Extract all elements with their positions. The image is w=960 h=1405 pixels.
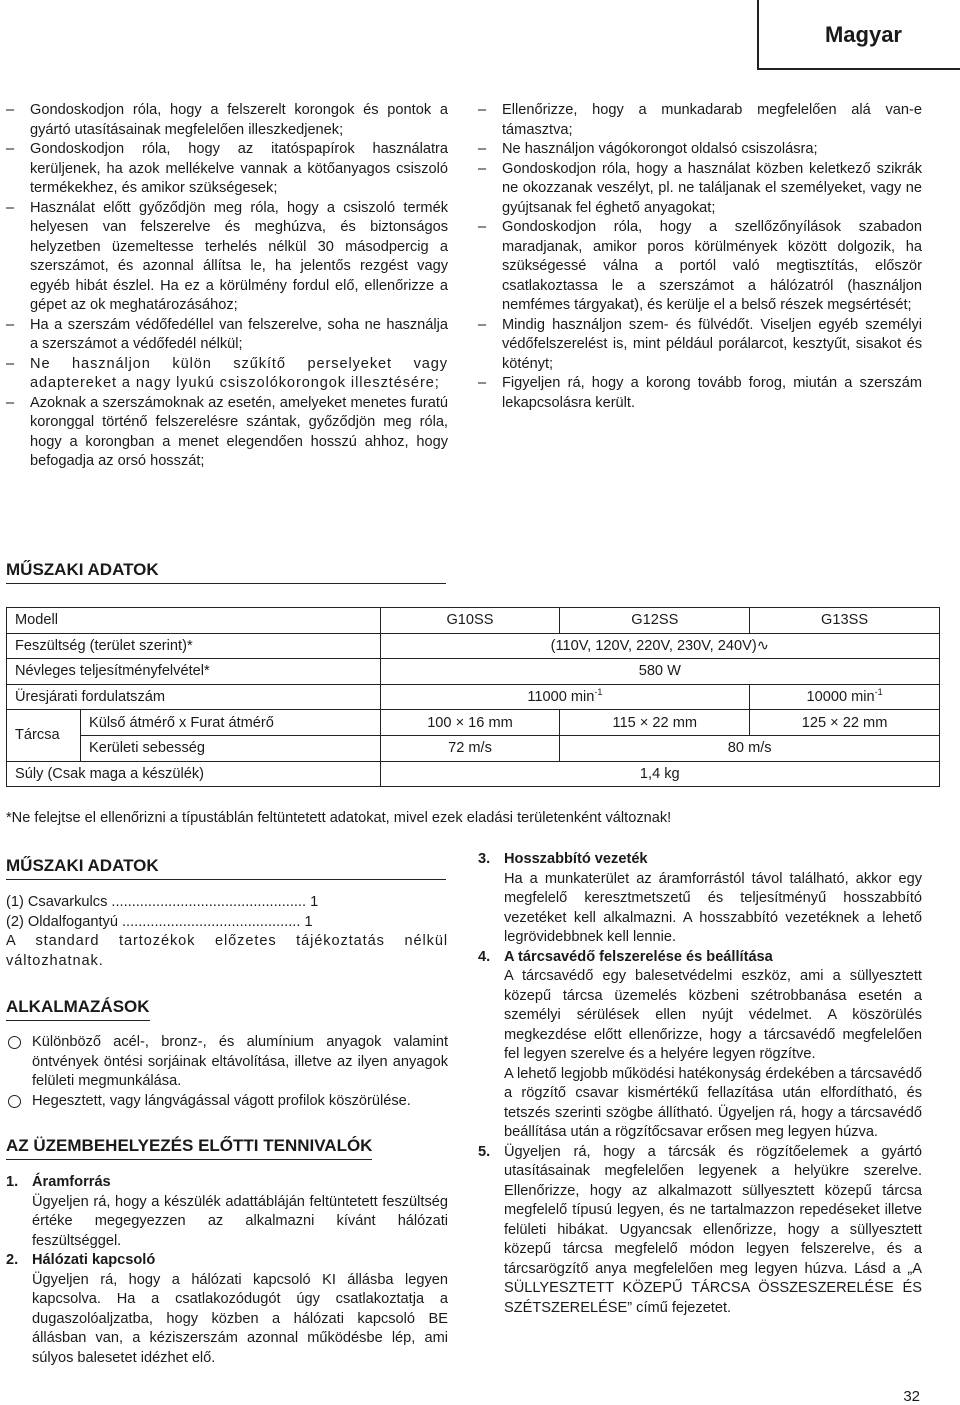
accessory-item: (1) Csavarkulcs ................................................ 1 [6,894,319,910]
speed-value-1 [380,684,750,710]
prep-steps-left [6,1173,448,1368]
accessories-note: A standard tartozékok előzetes tájékoztatás nélkül változhatnak. [6,933,448,969]
applications-heading-text: ALKALMAZÁSOK [6,997,150,1016]
list-item: – Ne használjon vágókorongot oldalsó csiszolásra; [478,140,922,160]
right-safety-list [478,101,922,413]
table-row [7,608,940,634]
specs-heading [6,560,446,584]
step-text: Ügyeljen rá, hogy a tárcsák és rögzítőelemek a gyártó utasításainak megfelelően legyenek a helyükre szerelve. Ellenőrizze, hogy az alkalmazott süllyesztett közepű tárcsa megfelelő típusú legyen, és ne tartalmazzon repedéseket illetve felületi hibákat. Ugyancsak ellenőrizze, hogy a süllyesztett közepű tárcsa megfelelő módon legyen felszerelve, és a tárcsarögzítő anya megfelelően meg legyen húzva. Lásd a „A SÜLLYESZTETT KÖZEPŰ TÁRCSA ÖSSZESZERELÉSE ÉS SZÉTSZERELÉSE” című fejezetet. [504,1143,922,1316]
step-heading [6,1251,448,1271]
speed-exponent: -1 [874,687,883,698]
weight-label: Súly (Csak maga a készülék) [7,761,381,787]
disc-speed-1: 72 m/s [380,735,560,761]
page-number: 32 [903,1388,920,1405]
accessories-list [6,893,448,971]
disc-label: Tárcsa [7,710,81,761]
table-row [7,761,940,787]
language-tab [757,0,960,70]
step-text: Ügyeljen rá, hogy a hálózati kapcsoló KI állásba legyen kapcsolva. Ha a csatlakozódugót úgy csatlakoztatja a dugaszolóaljzatba, hogy közben a hálózati kapcsoló BE állásban van, a kéziszerszám azonnal működésbe lép, ami súlyos balesetet idézhet elő. [32,1271,448,1366]
specs-heading-text: MŰSZAKI ADATOK [6,560,159,579]
language-label: Magyar [824,22,902,47]
list-item: – Használat előtt győződjön meg róla, hogy a csiszoló termék helyesen van felszerelve és meghúzva, és biztonságos helyzetben üzemeltesse terhelés nélkül 30 másodpercig a szerszámot, és azonnal állítsa le, ha jelentős rezgést vagy egyéb hibát észlel. Ha ez a körülmény fordul elő, ellenőrizze a gépet az ok meghatározásához; [6,199,448,316]
step-number: 3. [478,851,491,867]
step-heading [478,850,922,870]
power-label: Névleges teljesítményfelvétel* [7,659,381,685]
disc-speed-label: Kerületi sebesség [80,735,380,761]
step-number: 1. [6,1174,19,1190]
step-title: Áramforrás [32,1174,111,1190]
step-title: Hálózati kapcsoló [32,1252,156,1268]
specs-table [6,607,940,787]
speed-value-text: 10000 min [806,689,875,706]
model-label: Modell [7,608,381,634]
step-text: A lehető legjobb működési hatékonyság érdekében a tárcsavédő a rögzítő csavar kismértékű fellazítása után elfordítható, és tetszés szerinti szögbe állítható. Ügyeljen rá, hogy a tárcsavédő beállítása után a rögzítőcsavar erősen meg legyen húzva. [504,1065,922,1140]
step-number: 5. [478,1143,491,1160]
list-item: – Ellenőrizze, hogy a munkadarab megfelelően alá van-e támasztva; [478,101,922,140]
speed-exponent: -1 [594,687,603,698]
weight-value: 1,4 kg [380,761,939,787]
applications-heading [6,997,150,1021]
prep-heading [6,1136,372,1160]
accessory-item: (2) Oldalfogantyú ............................................ 1 [6,913,313,930]
disc-dim-g12ss: 115 × 22 mm [560,710,750,736]
step-title: A tárcsavédő felszerelése és beállítása [504,948,773,965]
list-item: – Azoknak a szerszámoknak az esetén, amelyeket menetes furatú koronggal történő felszerelésre szántak, győződjön meg róla, hogy a korongban a menet elegendően hosszú ahhoz, hogy befogadja az orsó hosszát; [6,394,448,472]
model-g10ss: G10SS [380,608,560,634]
disc-dim-g13ss: 125 × 22 mm [750,710,940,736]
voltage-label: Feszültség (terület szerint)* [7,633,381,659]
step-text: Ügyeljen rá, hogy a készülék adattábláján feltüntetett feszültség értéke megegyezzen az alkalmazni kívánt hálózati feszültséggel. [32,1193,448,1249]
voltage-cell [380,633,939,659]
speed-value-2 [750,684,940,710]
list-item: – Ha a szerszám védőfedéllel van felszerelve, soha ne használja a szerszámot a védőfedél nélkül; [6,316,448,355]
step-heading [478,1143,922,1319]
application-item: Különböző acél-, bronz-, és alumínium anyagok valamint öntvények öntési sorjáinak eltávolítása, illetve az ilyen anyagok felületi megmunkálása. [6,1033,448,1092]
step-title: Hosszabbító vezeték [504,851,648,867]
applications-list [6,1033,448,1111]
table-row [7,735,940,761]
list-item: – Figyeljen rá, hogy a korong tovább forog, miután a szerszám lekapcsolásra került. [478,374,922,413]
list-item: – Gondoskodjon róla, hogy az itatóspapírok használatra kerüljenek, ha azok mellékelve vannak a kötőanyagos csiszoló termékekhez, és amikor szükségesek; [6,140,448,199]
model-g12ss: G12SS [560,608,750,634]
list-item: – Gondoskodjon róla, hogy a felszerelt korongok és pontok a gyártó utasításainak megfelelően illeszkedjenek; [6,101,448,140]
list-item: – Ne használjon külön szűkítő perselyeket vagy adaptereket a nagy lyukú csiszolókorongok illesztésére; [6,355,448,394]
prep-steps-right [478,850,922,1318]
step-text: Ha a munkaterület az áramforrástól távol található, akkor egy megfelelő keresztmetszetű és teljesítményű hosszabbító vezetéket kell alkalmazni. A hosszabbító vezetéknek a lehető legrövidebbnek kell lennie. [504,870,922,945]
speed-label: Üresjárati fordulatszám [7,684,381,710]
table-row [7,710,940,736]
step-number: 4. [478,948,491,965]
application-item: Hegesztett, vagy lángvágással vágott profilok köszörülése. [6,1092,448,1112]
list-item: – Gondoskodjon róla, hogy a használat közben keletkező szikrák ne okozzanak veszélyt, pl. ne találjanak el személyeket, vagy ne gyújtsanak fel éghető anyagokat; [478,160,922,219]
disc-dim-label: Külső átmérő x Furat átmérő [80,710,380,736]
accessories-heading-text: MŰSZAKI ADATOK [6,856,159,875]
voltage-value: (110V, 120V, 220V, 230V, 240V) [550,638,757,655]
disc-speed-2: 80 m/s [560,735,940,761]
step-number: 2. [6,1252,19,1268]
list-item: – Mindig használjon szem- és fülvédőt. Viseljen egyéb személyi védőfelszerelést is, mint például porálarcot, kesztyűt, sisakot és kötényt; [478,316,922,375]
model-g13ss: G13SS [750,608,940,634]
accessories-heading [6,856,446,880]
prep-heading-text: AZ ÜZEMBEHELYEZÉS ELŐTTI TENNIVALÓK [6,1136,373,1155]
step-heading [478,948,922,968]
specs-footnote: *Ne felejtse el ellenőrizni a típustáblán feltüntetett adatokat, mivel ezek eladási területenként változnak! [6,810,672,826]
disc-dim-g10ss: 100 × 16 mm [380,710,560,736]
list-item: – Gondoskodjon róla, hogy a szellőzőnyílások szabadon maradjanak, amikor poros körülmények között dolgozik, ha szükségessé válna a portól való megtisztítás, először csatlakoztassa le a szerszámot a hálózatról (használjon nemfémes tárgyakat), és kerülje el a belső részek megsértését; [478,218,922,316]
step-text: A tárcsavédő egy balesetvédelmi eszköz, ami a süllyesztett közepű tárcsa üzemelés közbeni szétrobbanása esetén a személyi sérülések ellen nyújt védelmet. A köszörülés megkezdése előtt ellenőrizze, hogy a tárcsavédő megfelelően fel legyen szerelve és a helyére legyen rögzítve. [504,968,922,1062]
step-heading [6,1173,448,1193]
power-value: 580 W [380,659,939,685]
table-row [7,633,940,659]
table-row [7,659,940,685]
table-row [7,684,940,710]
speed-value-text: 11000 min [527,689,595,706]
ac-symbol-icon: ∿ [756,638,769,655]
left-safety-list [6,101,448,472]
